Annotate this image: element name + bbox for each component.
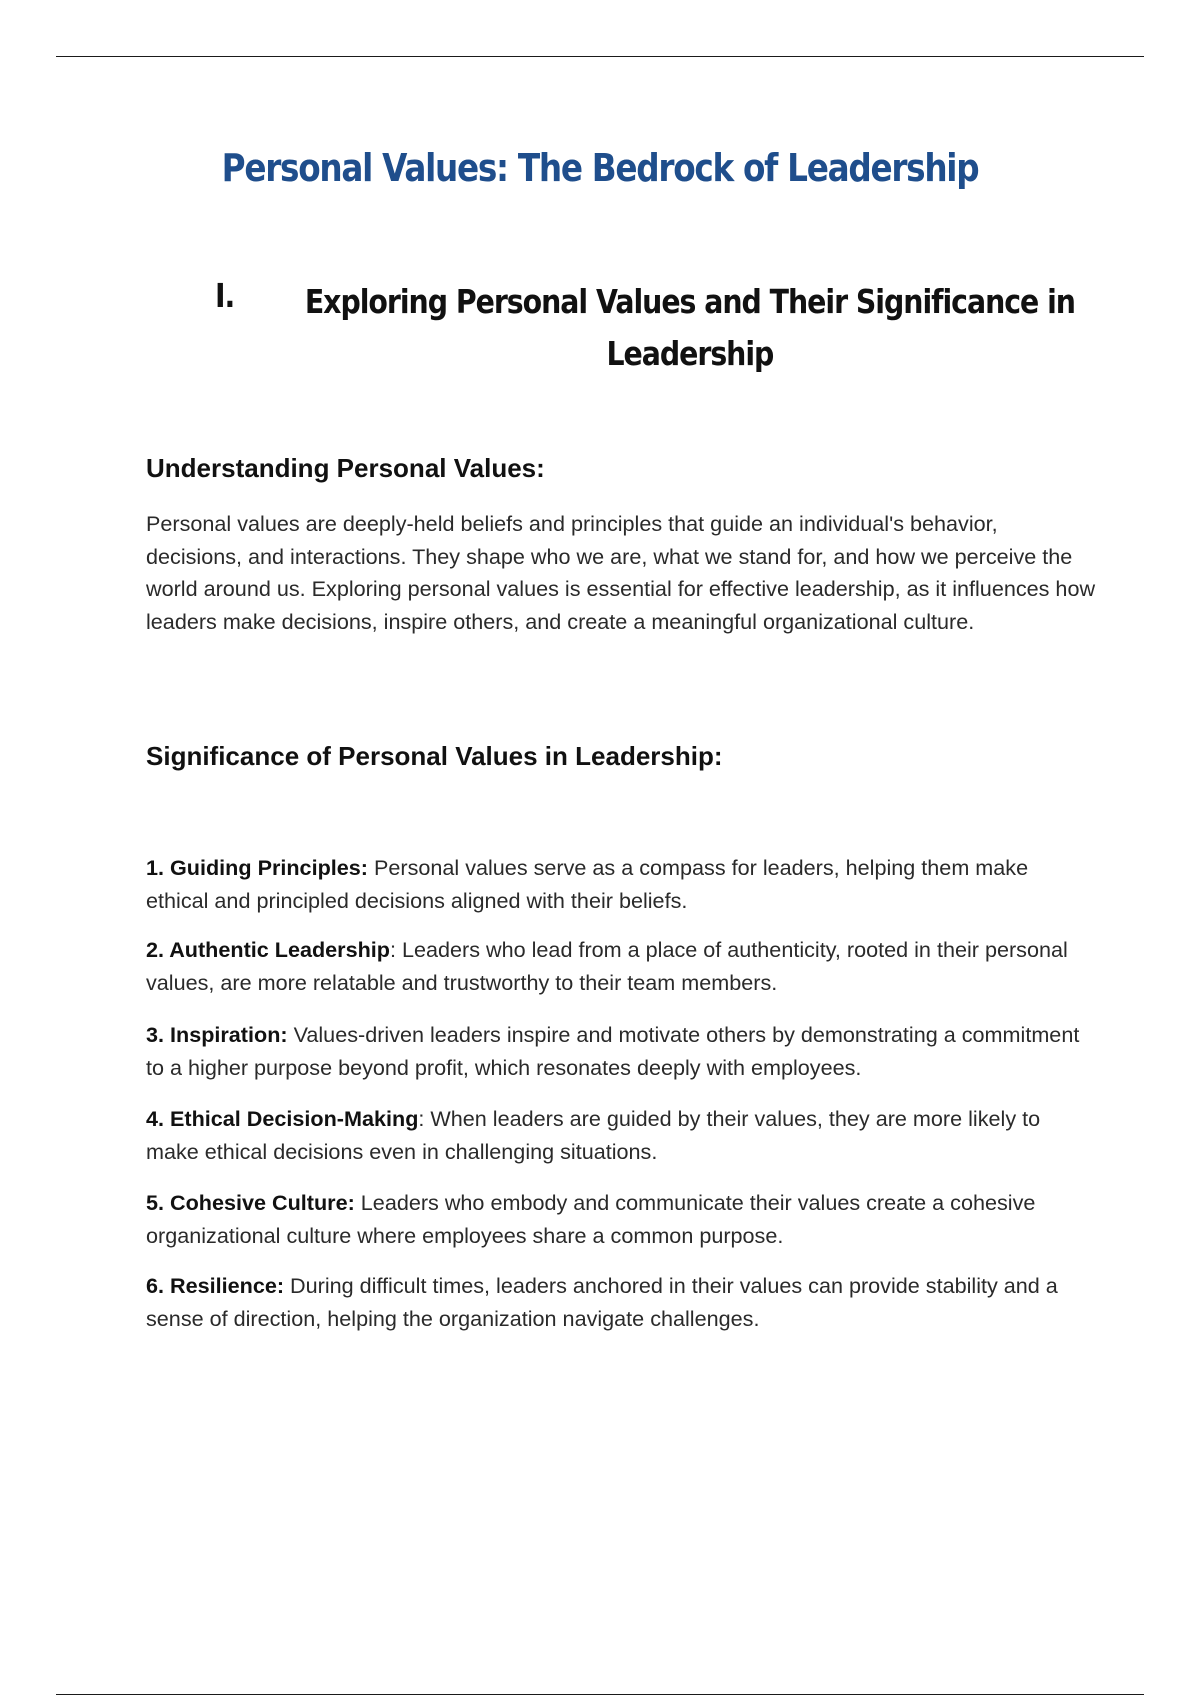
section-heading-line1: Exploring Personal Values and Their Significance in <box>304 282 1075 321</box>
list-item <box>146 1270 1096 1335</box>
section-heading-text <box>290 276 1090 380</box>
list-item-label: 5. Cohesive Culture: <box>146 1190 355 1215</box>
list-item-text: Values-driven leaders inspire and motivate others by demonstrating a commitment to a higher purpose beyond profit, which resonates deeply with employees. <box>146 1022 1080 1080</box>
list-item <box>146 934 1096 999</box>
list-item <box>146 1019 1096 1084</box>
list-item <box>146 1103 1096 1168</box>
understanding-paragraph: Personal values are deeply-held beliefs and principles that guide an individual's behavior, decisions, and interactions. They shape who we are, what we stand for, and how we perceive the world around us. Exploring personal values is essential for effective leadership, as it influences how leaders make decisions, inspire others, and create a meaningful organizational culture. <box>146 511 1096 634</box>
document-title: Personal Values: The Bedrock of Leadership <box>221 146 979 190</box>
list-item-text: Leaders who embody and communicate their values create a cohesive organizational culture where employees share a common purpose. <box>146 1190 1036 1248</box>
section-numeral: I. <box>215 276 235 315</box>
list-item <box>146 852 1096 917</box>
list-item <box>146 1187 1096 1252</box>
section-heading-line2: Leadership <box>606 334 774 373</box>
significance-heading: Significance of Personal Values in Leadership: <box>146 741 723 771</box>
list-item-label: 1. Guiding Principles: <box>146 855 368 880</box>
list-item-text: : When leaders are guided by their values, they are more likely to make ethical decisions even in challenging situations. <box>146 1106 1041 1164</box>
list-item-label: 6. Resilience: <box>146 1273 285 1298</box>
list-item-text: Personal values serve as a compass for leaders, helping them make ethical and principled decisions aligned with their beliefs. <box>146 855 1029 913</box>
list-item-label: 4. Ethical Decision-Making <box>146 1106 419 1131</box>
list-item-label: 3. Inspiration: <box>146 1022 288 1047</box>
top-rule <box>56 56 1144 57</box>
list-item-label: 2. Authentic Leadership <box>146 937 390 962</box>
bottom-rule <box>56 1694 1144 1695</box>
understanding-heading: Understanding Personal Values: <box>146 453 545 483</box>
list-item-text: : Leaders who lead from a place of authenticity, rooted in their personal values, are more relatable and trustworthy to their team members. <box>146 937 1068 995</box>
list-item-text: During difficult times, leaders anchored in their values can provide stability and a sense of direction, helping the organization navigate challenges. <box>146 1273 1058 1331</box>
